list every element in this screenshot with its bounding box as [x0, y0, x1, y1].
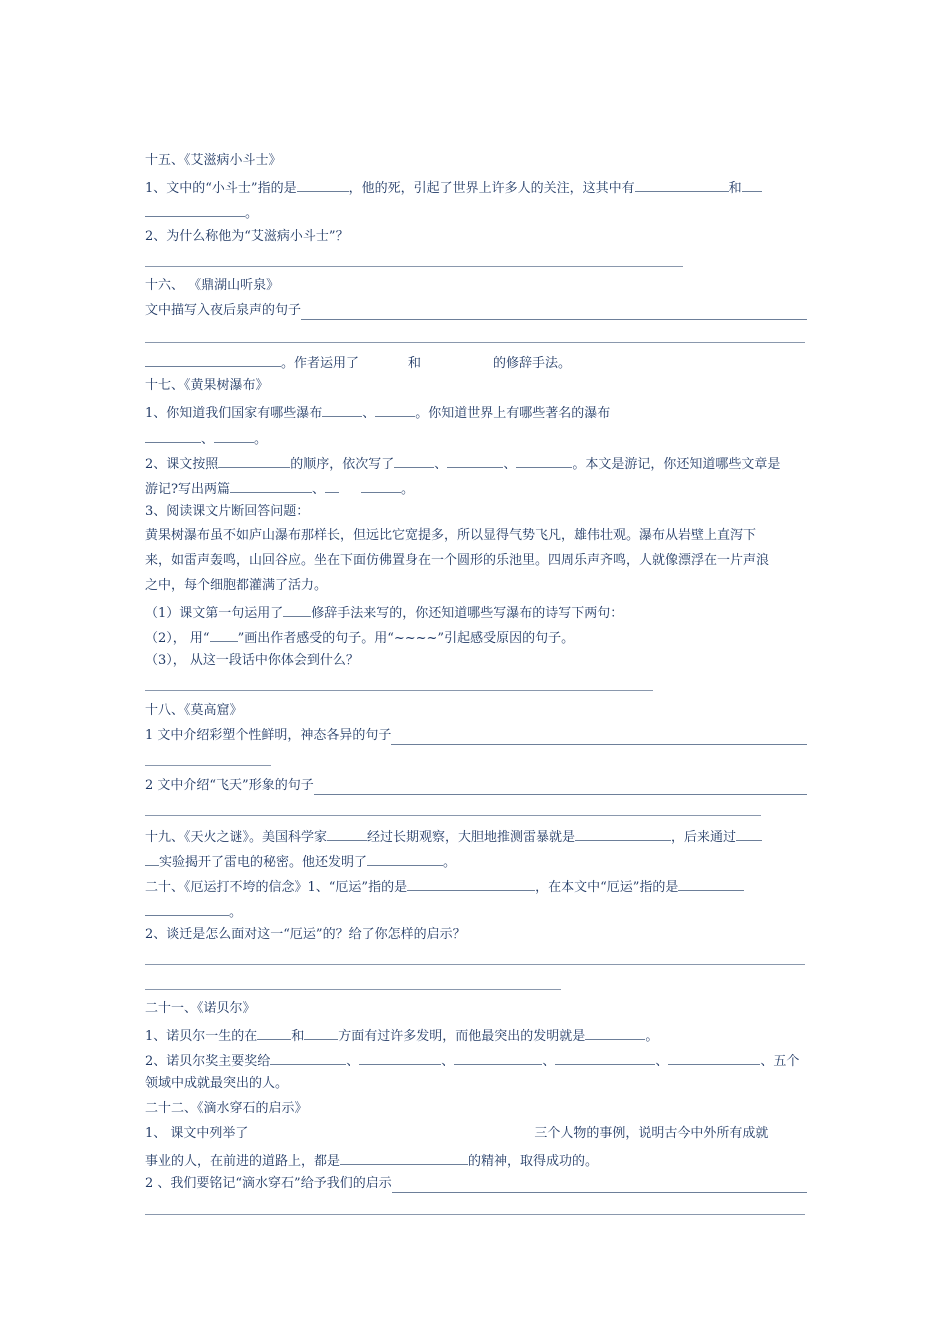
- section-15-title: 十五、《艾滋病小斗士》: [145, 153, 282, 168]
- answer-line[interactable]: [145, 690, 653, 691]
- blank[interactable]: [210, 627, 238, 642]
- blank[interactable]: [742, 177, 762, 192]
- blank[interactable]: [359, 1050, 441, 1065]
- blank[interactable]: [447, 453, 503, 468]
- blank[interactable]: [230, 478, 312, 493]
- blank[interactable]: [454, 1050, 542, 1065]
- passage-line-3: 之中，每个细胞都灌满了活力。: [145, 578, 328, 593]
- passage-line-1: 黄果树瀑布虽不如庐山瀑布那样长，但远比它宽提多，所以显得气势飞凡，雄伟壮观。瀑布从岩壁上直泻下: [145, 528, 757, 543]
- blank[interactable]: [214, 428, 254, 443]
- s15-q2: 2、为什么称他为“艾滋病小斗士”？: [145, 229, 349, 244]
- s17-q3: 3、阅读课文片断回答问题：: [145, 504, 310, 519]
- blank[interactable]: [327, 826, 367, 841]
- s17-q1-line: 1、你知道我们国家有哪些瀑布 、 。你知道世界上有哪些著名的瀑布: [145, 402, 807, 420]
- section-16-title: 十六、 《鼎湖山听泉》: [145, 278, 280, 293]
- blank[interactable]: [375, 402, 415, 417]
- s19-line1: 十九、《天火之谜》。美国科学家 经过长期观察，大胆地推测雷暴就是 ，后来通过: [145, 826, 807, 844]
- blank[interactable]: [367, 851, 443, 866]
- blank[interactable]: [585, 1025, 645, 1040]
- answer-line[interactable]: [145, 765, 271, 766]
- blank[interactable]: [304, 1025, 338, 1040]
- blank[interactable]: [736, 826, 762, 841]
- s16-q1-line: 文中描写入夜后泉声的句子: [145, 302, 807, 320]
- blank[interactable]: [361, 478, 401, 493]
- s20-line2: 。: [145, 901, 807, 919]
- s17-q2-line: 2、课文按照 的顺序，依次写了 、 、 。本文是游记，你还知道哪些文章是: [145, 453, 807, 471]
- s17-q2-line2: 游记?写出两篇 、 。: [145, 478, 807, 496]
- blank[interactable]: [391, 730, 807, 745]
- blank[interactable]: [340, 1150, 468, 1165]
- section-22-title: 二十二、《滴水穿石的启示》: [145, 1101, 308, 1116]
- s22-q1-line2: 事业的人，在前进的道路上，都是 的精神，取得成功的。: [145, 1150, 807, 1168]
- s17-sub1: （1）课文第一句运用了 修辞手法来写的，你还知道哪些写瀑布的诗写下两句：: [145, 602, 807, 620]
- s22-q1-line: 1、 课文中列举了 三个人物的事例，说明古今中外所有成就: [145, 1126, 769, 1141]
- s21-q2-line2: 领域中成就最突出的人。: [145, 1076, 289, 1091]
- section-18-title: 十八、《莫高窟》: [145, 703, 243, 718]
- blank[interactable]: [392, 1178, 807, 1193]
- answer-line[interactable]: [145, 342, 805, 343]
- passage-line-2: 来，如雷声轰鸣，山回谷应。坐在下面仿佛置身在一个圆形的乐池里。四周乐声齐鸣，人就像漂浮在一片声浪: [145, 553, 770, 568]
- section-17-title: 十七、《黄果树瀑布》: [145, 378, 269, 393]
- s18-q2-line: 2 文中介绍“飞天”形象的句子: [145, 777, 807, 795]
- blank[interactable]: [145, 901, 229, 916]
- blank[interactable]: [394, 453, 434, 468]
- blank[interactable]: [283, 602, 311, 617]
- blank[interactable]: [322, 402, 362, 417]
- answer-line[interactable]: [145, 964, 805, 965]
- s20-line1: 二十、《厄运打不垮的信念》1、“厄运”指的是 ，在本文中“厄运”指的是: [145, 876, 807, 894]
- s15-q1-line: 1、文中的“小斗士”指的是 ，他的死，引起了世界上许多人的关注，这其中有 和: [145, 177, 807, 195]
- s17-q1-line2: 、 。: [145, 428, 807, 446]
- blank[interactable]: [678, 876, 744, 891]
- s22-q2-line: 2 、我们要铭记“滴水穿石”给予我们的启示: [145, 1175, 807, 1193]
- s17-sub3: （3）， 从这一段话中你体会到什么？: [145, 653, 359, 668]
- s21-q1-line: 1、诺贝尔一生的在 和 方面有过许多发明，而他最突出的发明就是 。: [145, 1025, 807, 1043]
- answer-line[interactable]: [145, 266, 683, 267]
- section-21-title: 二十一、《诺贝尔》: [145, 1001, 256, 1016]
- blank[interactable]: [297, 177, 349, 192]
- blank[interactable]: [325, 478, 339, 493]
- s17-sub2: （2）， 用“ ”画出作者感受的句子。用“~~~~”引起感受原因的句子。: [145, 627, 807, 645]
- blank[interactable]: [301, 305, 807, 320]
- blank[interactable]: [270, 1050, 346, 1065]
- blank[interactable]: [257, 1025, 291, 1040]
- blank[interactable]: [145, 352, 281, 367]
- blank[interactable]: [145, 428, 201, 443]
- blank[interactable]: [555, 1050, 655, 1065]
- s21-q2-line: 2、诺贝尔奖主要奖给 、 、 、 、 、五个: [145, 1050, 807, 1068]
- blank[interactable]: [407, 876, 535, 891]
- blank[interactable]: [145, 202, 245, 217]
- blank[interactable]: [218, 453, 290, 468]
- s19-line2: 实验揭开了雷电的秘密。他还发明了 。: [145, 851, 807, 869]
- s18-q1-line: 1 文中介绍彩塑个性鲜明，神态各异的句子: [145, 727, 807, 745]
- s15-q1-line2: 。: [145, 202, 807, 220]
- blank[interactable]: [145, 851, 159, 866]
- s16-q2-line: 。作者运用了 和 的修辞手法。: [145, 352, 807, 370]
- blank[interactable]: [635, 177, 729, 192]
- answer-line[interactable]: [145, 815, 761, 816]
- answer-line[interactable]: [145, 989, 561, 990]
- s20-q2: 2、谈迁是怎么面对这一“厄运”的？给了你怎样的启示？: [145, 927, 466, 942]
- blank[interactable]: [575, 826, 671, 841]
- blank[interactable]: [314, 780, 807, 795]
- answer-line[interactable]: [145, 1214, 805, 1215]
- blank[interactable]: [668, 1050, 760, 1065]
- blank[interactable]: [516, 453, 572, 468]
